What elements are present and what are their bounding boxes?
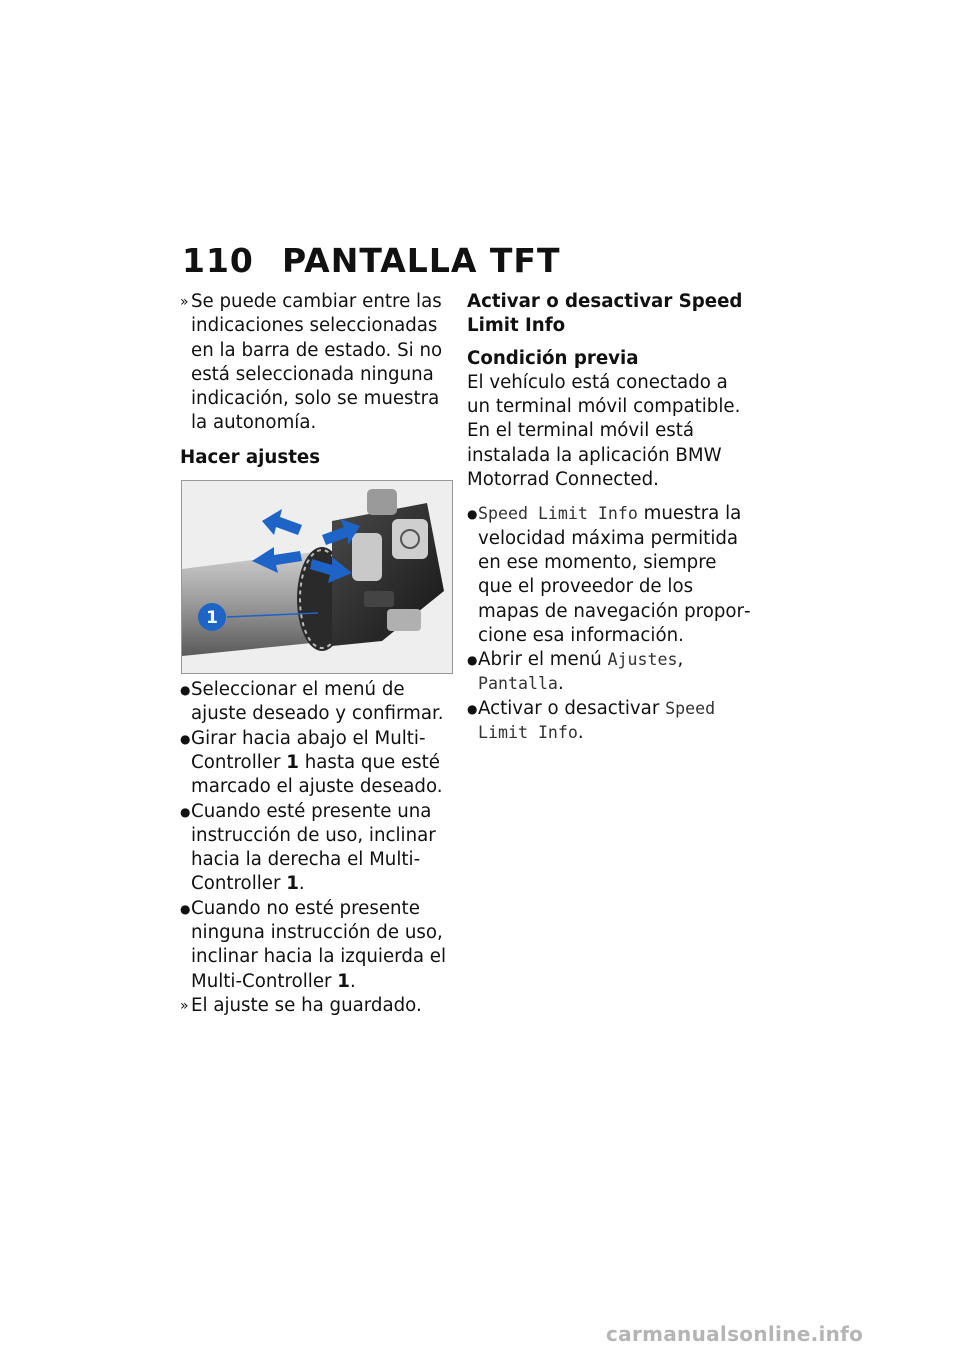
page-header: PANTALLA TFT <box>282 241 561 280</box>
right-column <box>467 290 752 745</box>
result-text: Se puede cambiar entre las indicaciones seleccionadas en la barra de estado. Si no está seleccionada ninguna indicación, solo se muestra la autonomía. <box>191 291 443 434</box>
punctuation: . <box>349 970 356 992</box>
code-pantalla: Pantalla <box>478 674 558 694</box>
result-marker: » <box>180 997 189 1014</box>
bullet-marker: ● <box>467 507 478 522</box>
step-item <box>180 800 452 897</box>
ref-number: 1 <box>286 751 299 773</box>
bullet-marker: ● <box>467 701 478 716</box>
result-item <box>180 994 452 1018</box>
step-text: Seleccionar el menú de ajuste deseado y confirmar. <box>191 679 444 725</box>
step-text: Cuando no esté presente ninguna instrucción de uso, inclinar hacia la izquierda el Multi-Controller <box>191 897 447 992</box>
step-item <box>180 897 452 994</box>
punctuation: . <box>577 722 584 744</box>
step-item <box>180 727 452 800</box>
bullet-item <box>467 502 752 648</box>
figure-callout-1: 1 <box>206 608 218 629</box>
bullet-marker: ● <box>467 653 478 668</box>
multi-controller-figure <box>181 480 453 674</box>
result-marker: » <box>180 294 189 310</box>
precondition-title: Condición previa <box>467 347 639 369</box>
precondition-text: El vehículo está conectado a un terminal móvil compatible. En el terminal móvil está instalada la aplicación BMW Motorrad Connected. <box>467 371 741 491</box>
step-text: Girar hacia abajo el Multi-Controller <box>191 727 426 773</box>
bullet-text: muestra la velocidad máxima permitida en ese momento, siempre que el proveedor de los mapas de navegación proporcione esa información. <box>478 503 751 646</box>
result-text: El ajuste se ha guardado. <box>191 994 422 1016</box>
punctuation: . <box>557 673 564 695</box>
bullet-marker: ● <box>180 683 191 698</box>
watermark: carmanualsonline.info <box>606 1322 864 1346</box>
bullet-text: Activar o desactivar <box>478 697 660 719</box>
bullet-marker: ● <box>180 901 191 916</box>
punctuation: . <box>298 873 305 895</box>
section-title-hacer-ajustes: Hacer ajustes <box>180 446 321 468</box>
punctuation: , <box>677 649 684 671</box>
bullet-item <box>467 648 752 697</box>
ref-number: 1 <box>337 970 350 992</box>
bullet-text: Abrir el menú <box>478 649 602 671</box>
step-text: hasta que esté marcado el ajuste deseado. <box>191 751 443 798</box>
page-number: 110 <box>182 241 254 280</box>
code-speed-limit-info: Speed Limit Info <box>478 504 638 524</box>
code-ajustes: Ajustes <box>607 650 678 670</box>
code-speed-limit-info: Speed Limit Info <box>478 698 716 743</box>
ref-number: 1 <box>286 873 299 895</box>
result-item <box>180 290 452 436</box>
bullet-marker: ● <box>180 804 191 819</box>
left-column <box>180 290 452 1018</box>
section-title-speed-limit: Activar o desactivar Speed Limit Info <box>467 291 743 337</box>
bullet-item <box>467 697 752 746</box>
step-text: Cuando esté presente una instrucción de uso, inclinar hacia la derecha el Multi-Controller <box>191 800 436 895</box>
step-item <box>180 678 452 727</box>
bullet-marker: ● <box>180 731 191 746</box>
